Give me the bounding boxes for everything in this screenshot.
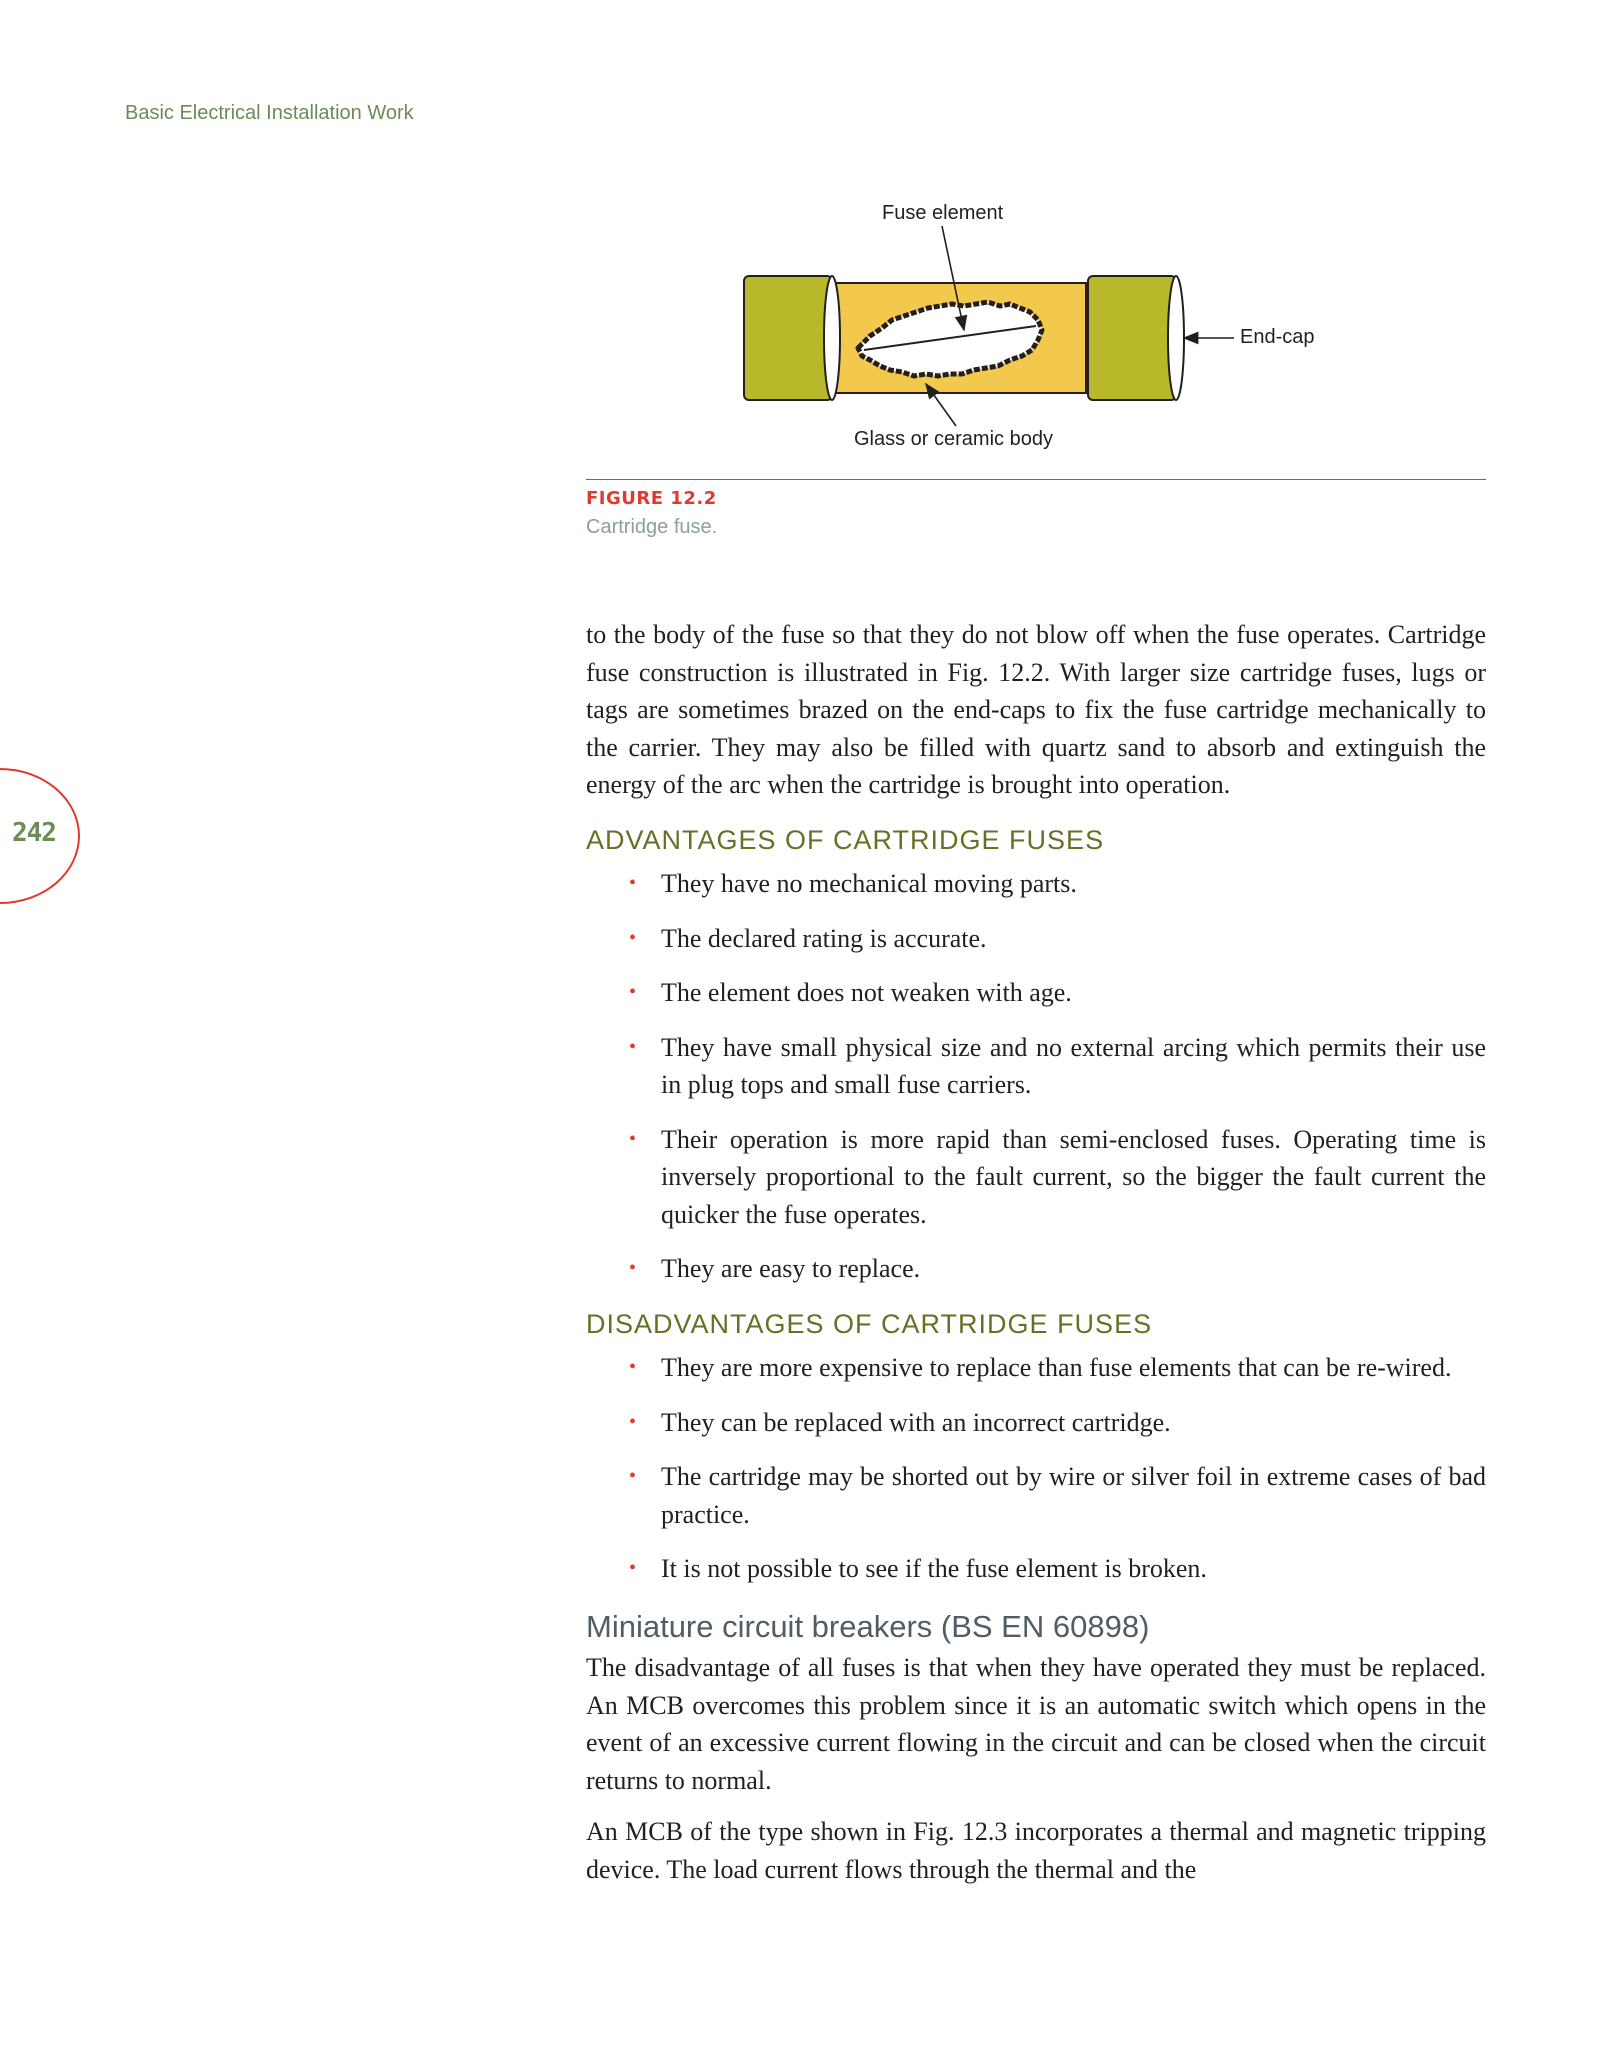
intro-paragraph: to the body of the fuse so that they do not blow off when the fuse operates. Cartridge fuse construction is illustrated in Fig. 12.2. With larger size cartridge fuses, lugs or tags are sometimes brazed on the end-caps to fix the fuse cartridge mechanically to the carrier. They may also be filled with quartz sand to absorb and extinguish the energy of the arc when the cartridge is brought into operation. xyxy=(586,620,1486,799)
list-item xyxy=(629,865,1486,903)
end-cap-label: End-cap xyxy=(1240,326,1315,348)
list-item-text: The cartridge may be shorted out by wire or silver foil in extreme cases of bad practice. xyxy=(661,1462,1486,1529)
right-end-cap xyxy=(1088,276,1184,400)
list-item xyxy=(629,974,1486,1012)
bullet-icon: • xyxy=(629,872,637,894)
list-item xyxy=(629,1550,1486,1588)
paragraph: The disadvantage of all fuses is that when they have operated they must be replaced. An MCB overcomes this problem since it is an automatic switch which opens in the event of an excessive current flowing in the circuit and can be closed when the circuit returns to normal. xyxy=(586,1653,1486,1795)
main-text xyxy=(586,616,1486,1902)
list-item-text: The element does not weaken with age. xyxy=(661,978,1072,1007)
bullet-icon: • xyxy=(629,1035,637,1058)
bullet-icon: • xyxy=(629,1557,637,1579)
figure-rule xyxy=(586,479,1486,480)
body-label: Glass or ceramic body xyxy=(854,428,1053,450)
list-item-text: Their operation is more rapid than semi-enclosed fuses. Operating time is inversely proportional to the fault current, so the bigger the fault current the quicker the fuse operates. xyxy=(661,1124,1486,1229)
list-item-text: They have small physical size and no external arcing which permits their use in plug tops and small fuse carriers. xyxy=(661,1032,1486,1099)
section-heading: Miniature circuit breakers (BS EN 60898) xyxy=(586,1608,1150,1644)
list-item-text: They can be replaced with an incorrect cartridge. xyxy=(661,1407,1171,1437)
list-item-text: It is not possible to see if the fuse element is broken. xyxy=(661,1554,1207,1583)
list-item xyxy=(629,1404,1486,1442)
figure-number: FIGURE 12.2 xyxy=(586,488,717,509)
list-item-text: The declared rating is accurate. xyxy=(661,923,987,953)
figure-caption: Cartridge fuse. xyxy=(586,516,718,538)
bullet-icon: • xyxy=(629,1356,637,1378)
list-item xyxy=(629,1349,1486,1387)
disadvantages-list xyxy=(586,1349,1486,1588)
advantages-list xyxy=(586,865,1486,1288)
bullet-icon: • xyxy=(629,981,637,1003)
paragraph: An MCB of the type shown in Fig. 12.3 incorporates a thermal and magnetic tripping device. The load current flows through the thermal and the xyxy=(586,1817,1486,1884)
bullet-icon: • xyxy=(629,1465,637,1487)
list-item xyxy=(629,1250,1486,1288)
list-item-text: They are more expensive to replace than fuse elements that can be re-wired. xyxy=(661,1353,1452,1382)
fuse-element-label: Fuse element xyxy=(882,202,1004,224)
advantages-heading: ADVANTAGES OF CARTRIDGE FUSES xyxy=(586,824,1105,855)
bullet-icon: • xyxy=(629,1257,637,1279)
list-item-text: They have no mechanical moving parts. xyxy=(661,869,1077,898)
bullet-icon: • xyxy=(629,1127,637,1150)
page-number: 242 xyxy=(12,818,56,848)
bullet-icon: • xyxy=(629,926,637,949)
bullet-icon: • xyxy=(629,1410,637,1433)
disadvantages-heading: DISADVANTAGES OF CARTRIDGE FUSES xyxy=(586,1308,1153,1339)
running-title: Basic Electrical Installation Work xyxy=(125,102,414,124)
list-item xyxy=(629,920,1486,958)
cartridge-fuse-figure xyxy=(586,190,1486,490)
list-item xyxy=(629,1029,1486,1104)
list-item xyxy=(629,1458,1486,1533)
list-item-text: They are easy to replace. xyxy=(661,1254,921,1283)
list-item xyxy=(629,1121,1486,1234)
left-end-cap xyxy=(744,276,840,400)
